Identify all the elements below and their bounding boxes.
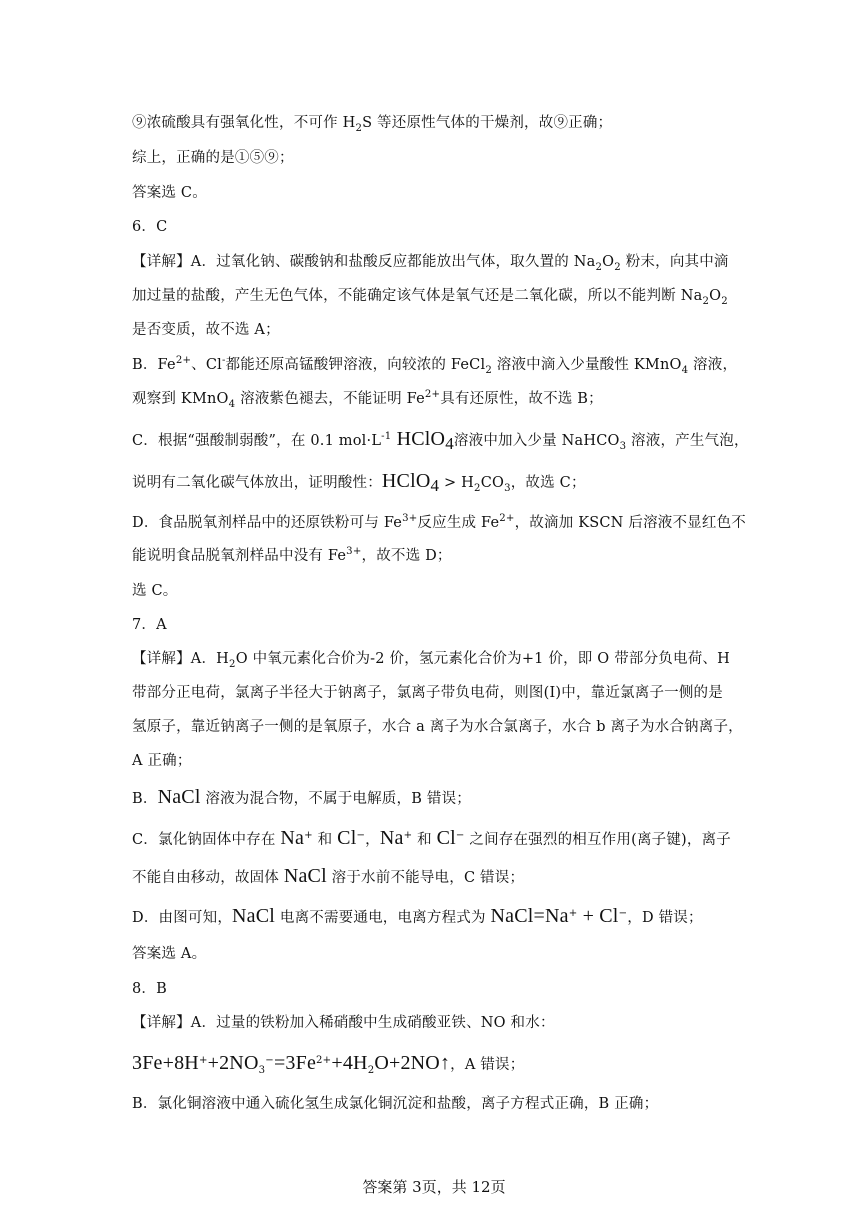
text-line: D．由图可知，NaCl 电离不需要通电，电离方程式为 NaCl=Na+ + Cl−，D 错误； — [132, 905, 703, 927]
text-line: 是否变质，故不选 A； — [132, 322, 280, 338]
text-line: 能说明食品脱氧剂样品中没有 $Fe^{3+}$，故不选 D； — [132, 546, 452, 564]
text-line: 加过量的盐酸，产生无色气体，不能确定该气体是氧气还是二氧化碳，所以不能判断 $Na_2O_2$ — [132, 288, 728, 307]
text-line: B．$Fe^{2+}$、Cl-都能还原高锰酸钾溶液，向较浓的 FeCl$_2$ 溶液中滴入少量酸性 KMnO$_4$ 溶液， — [132, 355, 738, 376]
text-line: 【详解】A．$H_2O$ 中氧元素化合价为-2 价，氢元素化合价为+1 价，即 O 带部分负电荷、H — [132, 651, 730, 670]
text-line: 答案选 A。 — [132, 946, 207, 962]
text-line: 【详解】A．过量的铁粉加入稀硝酸中生成硝酸亚铁、NO 和水： — [132, 1015, 555, 1031]
text-line: C．氯化钠固体中存在 Na+ 和 Cl−，Na+ 和 Cl− 之间存在强烈的相互作用(离子键)，离子 — [132, 827, 731, 849]
text-line: 不能自由移动，故固体 NaCl 溶于水前不能导电，C 错误； — [132, 865, 525, 887]
text-line: C．根据“强酸制弱酸”，在 0.1 $mol\cdot L^{-1}$ HClO$_4$溶液中加入少量 NaHCO$_3$ 溶液，产生气泡， — [132, 428, 749, 453]
text-line: 观察到 KMnO$_4$ 溶液紫色褪去，不能证明 $Fe^{2+}$具有还原性，故不选 B； — [132, 389, 603, 410]
text-line: 说明有二氧化碳气体放出，证明酸性：HClO$_4$ > $H_2CO_3$，故选 C； — [132, 470, 586, 495]
text-line: 氢原子，靠近钠离子一侧的是氧原子，水合 a 离子为水合氯离子，水合 b 离子为水合钠离子， — [132, 719, 743, 735]
text-line: B．NaCl 溶液为混合物，不属于电解质，B 错误； — [132, 786, 471, 808]
text-line: ⑨浓硫酸具有强氧化性，不可作 $H_2S$ 等还原性气体的干燥剂，故⑨正确； — [132, 115, 613, 134]
page-footer: 答案第 3页，共 12页 — [362, 1178, 506, 1196]
text-line: 综上，正确的是①⑤⑨； — [132, 150, 294, 166]
text-line: 【详解】A．过氧化钠、碳酸钠和盐酸反应都能放出气体，取久置的 $Na_2O_2$ 粉末，向其中滴 — [132, 254, 729, 273]
text-line: 答案选 C。 — [132, 185, 207, 201]
text-line: A 正确； — [132, 753, 192, 769]
question-number: 7．A — [132, 617, 167, 633]
text-line: 带部分正电荷，氯离子半径大于钠离子，氯离子带负电荷，则图(I)中，靠近氯离子一侧的是 — [132, 685, 723, 701]
text-line: B．氯化铜溶液中通入硫化氢生成氯化铜沉淀和盐酸，离子方程式正确，B 正确； — [132, 1096, 659, 1112]
question-number: 6．C — [132, 219, 168, 235]
question-number: 8．B — [132, 981, 167, 997]
equation-line: $3Fe+8H^++2NO_3^-=3Fe^{2+}+4H_2O+2NO↑$，A 错误； — [132, 1052, 525, 1076]
text-line: 选 C。 — [132, 583, 178, 599]
text-line: D．食品脱氧剂样品中的还原铁粉可与 $Fe^{3+}$反应生成 $Fe^{2+}$，故滴加 KSCN 后溶液不显红色不 — [132, 513, 746, 531]
